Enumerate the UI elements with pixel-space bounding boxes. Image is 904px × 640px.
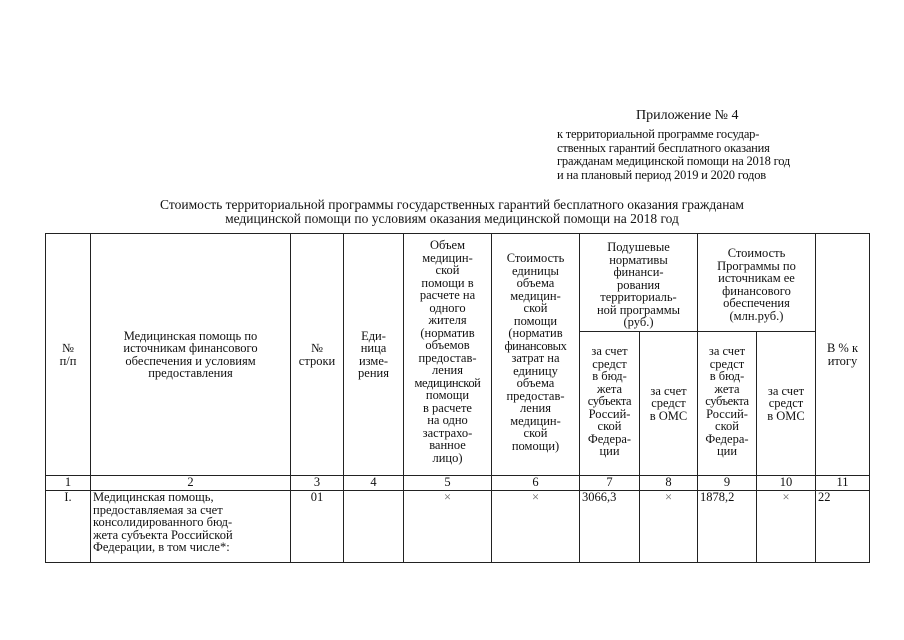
header-volume: Объем медицин- ской помощи в расчете на одного жителя (норматив объемов предостав- ления медицинской помощи в расчете на одно застрахо- ванное лицо) xyxy=(404,234,492,476)
header-row-number: № п/п xyxy=(46,234,91,476)
row-name: Медицинская помощь, предоставляемая за счет консолидированного бюд- жета субъекта Российской Федерации, в том числе*: xyxy=(91,491,291,563)
appendix-title: Приложение № 4 xyxy=(636,108,739,123)
column-number: 3 xyxy=(291,476,344,491)
row-program-budget: 1878,2 xyxy=(698,491,757,563)
document-title-line: медицинской помощи по условиям оказания медицинской помощи на 2018 год xyxy=(225,211,679,226)
column-number: 10 xyxy=(757,476,816,491)
row-num: I. xyxy=(46,491,91,563)
appendix-line: и на плановый период 2019 и 2020 годов xyxy=(557,167,766,182)
row-per-capita-budget: 3066,3 xyxy=(580,491,640,563)
column-number: 9 xyxy=(698,476,757,491)
cost-table xyxy=(45,233,870,563)
column-number: 11 xyxy=(816,476,870,491)
column-number: 6 xyxy=(492,476,580,491)
column-number: 5 xyxy=(404,476,492,491)
header-unit: Еди- ница изме- рения xyxy=(344,234,404,476)
column-number: 1 xyxy=(46,476,91,491)
row-percent: 22 xyxy=(816,491,870,563)
header-program-cost-group: Стоимость Программы по источникам ее финансового обеспечения (млн.руб.) xyxy=(698,234,816,332)
header-percent: В % к итогу xyxy=(816,234,870,476)
appendix-line: гражданам медицинской помощи на 2018 год xyxy=(557,154,791,168)
header-program-oms: за счет средст в ОМС xyxy=(757,332,816,476)
column-numbers-row xyxy=(46,476,870,491)
column-number: 2 xyxy=(91,476,291,491)
header-program-budget: за счет средст в бюд- жета субъекта Россий- ской Федера- ции xyxy=(698,332,757,476)
header-per-capita-budget: за счет средст в бюд- жета субъекта Россий- ской Федера- ции xyxy=(580,332,640,476)
row-program-oms: × xyxy=(757,491,816,563)
row-line-number: 01 xyxy=(291,491,344,563)
row-per-capita-oms: × xyxy=(640,491,698,563)
header-per-capita-oms: за счет средст в ОМС xyxy=(640,332,698,476)
document-title-line: Стоимость территориальной программы государственных гарантий бесплатного оказания гражданам xyxy=(160,197,744,212)
table-row xyxy=(46,491,870,563)
row-volume: × xyxy=(404,491,492,563)
appendix-text xyxy=(557,128,857,182)
header-per-capita-group: Подушевые нормативы финанси- рования территориаль- ной программы (руб.) xyxy=(580,234,698,332)
row-unit xyxy=(344,491,404,563)
appendix-line: к территориальной программе государ- xyxy=(557,127,760,141)
header-line-number: № строки xyxy=(291,234,344,476)
column-number: 7 xyxy=(580,476,640,491)
appendix-line: ственных гарантий бесплатного оказания xyxy=(557,140,770,155)
document-title xyxy=(60,198,844,226)
header-unit-cost: Стоимость единицы объема медицин- ской помощи (норматив финансовых затрат на единицу объема предостав- ления медицин- ской помощи) xyxy=(492,234,580,476)
column-number: 8 xyxy=(640,476,698,491)
column-number: 4 xyxy=(344,476,404,491)
header-medical-care: Медицинская помощь по источникам финансового обеспечения и условиям предоставления xyxy=(91,234,291,476)
row-unit-cost: × xyxy=(492,491,580,563)
